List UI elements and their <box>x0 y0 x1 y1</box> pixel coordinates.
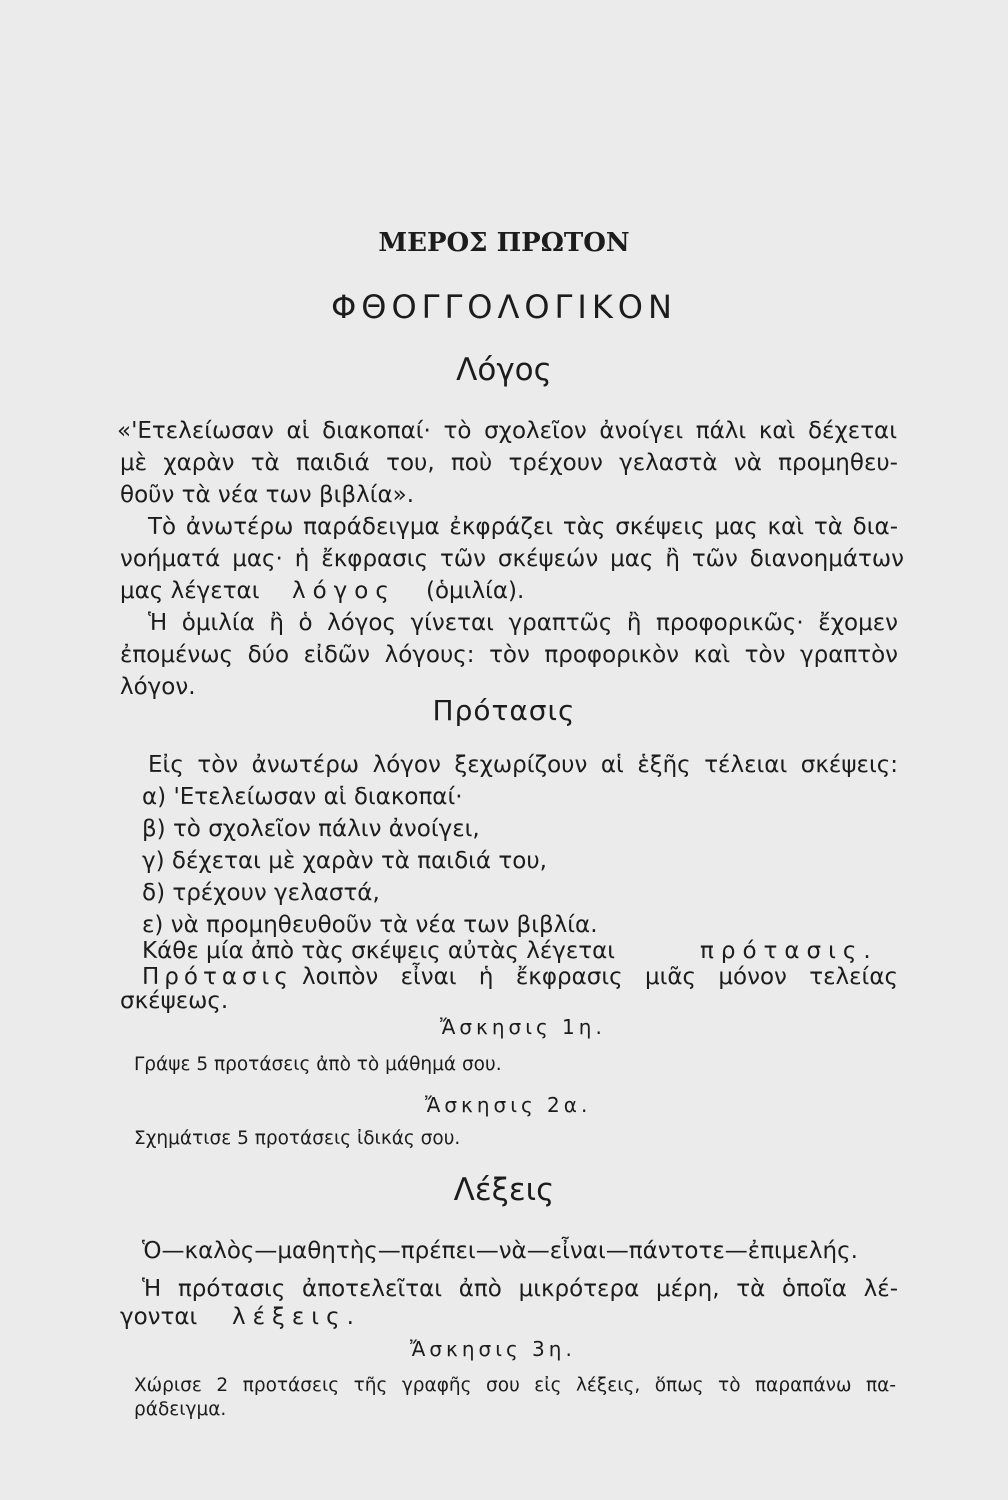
exercise-text: Χώρισε 2 προτάσεις τῆς γραφῆς σου εἰς λέξεις, ὅπως τὸ παραπάνω πα- <box>134 1375 896 1396</box>
exercise-text: Γράψε 5 προτάσεις ἀπὸ τὸ μάθημά σου. <box>134 1054 502 1075</box>
exercise-text: ράδειγμα. <box>134 1399 227 1420</box>
paragraph-line: ἐπομένως δύο εἰδῶν λόγους: τὸν προφορικὸν καὶ τὸν γραπτὸν <box>120 642 898 668</box>
part-title: ΜΕΡΟΣ ΠΡΩΤΟΝ <box>378 228 630 258</box>
term-lexeis: λέξεις. <box>232 1304 361 1330</box>
term-protasis: πρότασις. <box>700 938 878 964</box>
paragraph-line: Τὸ ἀνωτέρω παράδειγμα ἐκφράζει τὰς σκέψεις μας καὶ τὰ δια- <box>148 514 898 540</box>
paragraph-line: (ὁμιλία). <box>426 578 525 604</box>
logos-heading: Λόγος <box>456 352 552 388</box>
paragraph-line: γονται <box>120 1304 198 1330</box>
paragraph-line: σκέψεως. <box>120 988 229 1014</box>
lexeis-heading: Λέξεις <box>453 1172 555 1208</box>
exercise-text: Σχημάτισε 5 προτάσεις ἰδικάς σου. <box>134 1128 461 1149</box>
paragraph-line: λόγον. <box>120 674 196 700</box>
paragraph-line: Ἡ πρότασις ἀποτελεῖται ἀπὸ μικρότερα μέρη, τὰ ὁποῖα λέ- <box>142 1276 898 1302</box>
list-item: γ) δέχεται μὲ χαρὰν τὰ παιδιά του, <box>142 848 547 874</box>
protasis-heading: Πρότασις <box>432 694 576 727</box>
paragraph-line: μὲ χαρὰν τὰ παιδιά του, ποὺ τρέχουν γελαστὰ νὰ προμηθευ- <box>120 450 898 476</box>
paragraph-line: «'Ετελείωσαν αἱ διακοπαί· τὸ σχολεῖον ἀνοίγει πάλι καὶ δέχεται <box>117 418 897 444</box>
paragraph-line: Ἡ ὁμιλία ἢ ὁ λόγος γίνεται γραπτῶς ἢ προφορικῶς· ἔχομεν <box>148 610 898 636</box>
exercise-title: Ἄσκησις 2α. <box>425 1093 592 1117</box>
list-item: δ) τρέχουν γελαστά, <box>142 880 380 906</box>
list-item: β) τὸ σχολεῖον πάλιν ἀνοίγει, <box>142 816 480 842</box>
paragraph-line: Εἰς τὸν ἀνωτέρω λόγον ξεχωρίζουν αἱ ἑξῆς τέλειαι σκέψεις: <box>148 752 898 778</box>
list-item: ε) νὰ προμηθευθοῦν τὰ νέα των βιβλία. <box>142 912 598 938</box>
paragraph-line: Κάθε μία ἀπὸ τὰς σκέψεις αὐτὰς λέγεται <box>142 938 616 964</box>
paragraph-line: νοήματά μας· ἡ ἔκφρασις τῶν σκέψεών μας ἢ τῶν διανοημάτων <box>120 546 904 572</box>
section-title: ΦΘΟΓΓΟΛΟΓΙΚΟΝ <box>331 288 677 326</box>
paragraph-line: λοιπὸν εἶναι ἡ ἔκφρασις μιᾶς μόνον τελείας <box>302 964 898 990</box>
term-protasis: Πρότασις <box>142 964 293 990</box>
example-sentence: Ὁ—καλὸς—μαθητὴς—πρέπει—νὰ—εἶναι—πάντοτε—ἐπιμελής. <box>142 1238 858 1264</box>
exercise-title: Ἄσκησις 3η. <box>410 1337 576 1361</box>
paragraph-line: μας λέγεται <box>120 578 260 604</box>
paragraph-line: θοῦν τὰ νέα των βιβλία». <box>120 482 415 508</box>
term-logos: λόγος <box>292 578 396 604</box>
list-item: α) 'Ετελείωσαν αἱ διακοπαί· <box>142 784 463 810</box>
exercise-title: Ἄσκησις 1η. <box>440 1015 606 1039</box>
